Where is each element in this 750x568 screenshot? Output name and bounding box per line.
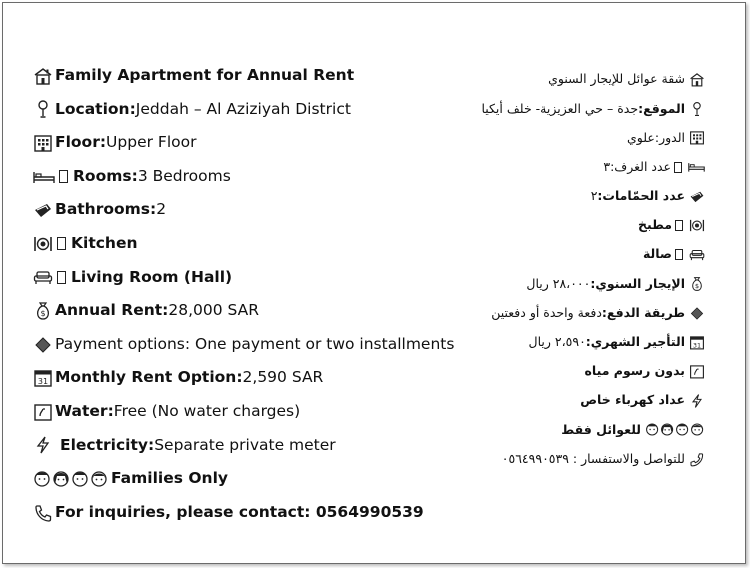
ar-bathrooms-value: ٢	[590, 188, 598, 204]
en-title: Family Apartment for Annual Rent	[55, 66, 355, 85]
ar-bathrooms-row	[385, 182, 705, 211]
ar-rooms-row	[385, 153, 705, 182]
en-families-only: Families Only	[111, 469, 228, 488]
family-faces-icon	[33, 470, 109, 488]
en-annual-rent-label: Annual Rent:	[55, 301, 169, 320]
placeholder-glyph	[57, 271, 66, 284]
en-electricity-label: Electricity:	[60, 435, 155, 454]
placeholder-glyph	[675, 249, 683, 260]
placeholder-glyph	[59, 170, 68, 183]
ar-monthly-rent-value: ٢،٥٩٠ ريال	[528, 334, 586, 350]
ar-kitchen-row	[385, 211, 705, 240]
ar-electricity-row	[385, 386, 705, 415]
building-icon	[689, 130, 705, 145]
en-kitchen: Kitchen	[71, 234, 138, 253]
ar-floor-label: الدور:	[654, 129, 685, 145]
ar-water-row	[385, 357, 705, 386]
ar-living-room: صالة	[642, 246, 672, 262]
calendar-icon	[33, 369, 53, 387]
en-rooms-value: 3 Bedrooms	[137, 166, 231, 185]
couch-icon	[689, 248, 705, 261]
house-icon	[33, 67, 53, 85]
ar-location-value: جدة – حي العزيزية- خلف أيكيا	[481, 100, 639, 116]
en-water-label: Water:	[55, 401, 114, 420]
listing-card	[2, 2, 746, 564]
ar-electricity: عداد كهرباء خاص	[580, 392, 685, 408]
en-bathrooms-label: Bathrooms:	[55, 200, 157, 219]
en-monthly-rent-value: 2,590 SAR	[242, 368, 324, 387]
phone-icon	[689, 452, 705, 467]
placeholder-glyph	[675, 220, 683, 231]
ar-families-row	[385, 415, 705, 444]
ar-monthly-rent-row	[385, 328, 705, 357]
en-bathrooms-value: 2	[156, 200, 167, 219]
placeholder-glyph	[674, 162, 682, 173]
en-living-room: Living Room (Hall)	[71, 267, 233, 286]
svg-text:$: $	[694, 281, 700, 290]
bed-icon	[33, 170, 55, 184]
phone-icon	[33, 504, 53, 522]
bathtub-icon	[33, 201, 53, 219]
ar-families-only: للعوائل فقط	[561, 421, 641, 437]
ar-floor-row	[385, 123, 705, 152]
ar-annual-rent-label: الإيجار السنوي:	[590, 275, 685, 291]
ar-monthly-rent-label: التأجير الشهري:	[585, 334, 685, 350]
building-icon	[33, 134, 53, 152]
ar-location-label: الموقع:	[638, 100, 685, 116]
plate-cutlery-icon	[33, 235, 53, 253]
ar-location-row	[385, 94, 705, 123]
family-faces-icon	[645, 422, 705, 437]
arabic-column	[385, 65, 705, 474]
ar-bathrooms-label: عدد الحمّامات:	[597, 188, 685, 204]
en-contact-row	[33, 496, 473, 530]
ar-annual-rent-value: ٢٨،٠٠٠ ريال	[526, 275, 591, 291]
ar-kitchen: مطبخ	[637, 217, 672, 233]
money-bag-icon	[689, 276, 705, 292]
ar-floor-value: علوي	[627, 129, 655, 145]
bathtub-icon	[689, 189, 705, 204]
ar-payment-label: طريقة الدفع:	[601, 304, 685, 320]
en-location-label: Location:	[55, 99, 136, 118]
svg-text:$: $	[40, 308, 46, 318]
water-box-icon	[33, 403, 53, 421]
ar-annual-rent-row	[385, 269, 705, 298]
placeholder-glyph	[57, 237, 66, 250]
en-electricity-value: Separate private meter	[154, 435, 336, 454]
house-icon	[689, 72, 705, 87]
bed-icon	[688, 161, 705, 173]
ar-contact: للتواصل والاستفسار : ٠٥٦٤٩٩٠٥٣٩	[501, 450, 685, 466]
ar-rooms-value: ٣	[603, 158, 611, 174]
en-contact: For inquiries, please contact: 0564990539	[55, 502, 424, 521]
en-annual-rent-value: 28,000 SAR	[168, 301, 260, 320]
en-payment-options: Payment options: One payment or two installments	[55, 334, 455, 353]
water-box-icon	[689, 364, 705, 379]
en-floor-label: Floor:	[55, 133, 107, 152]
location-pin-icon	[689, 101, 705, 117]
money-bag-icon	[33, 301, 53, 321]
en-water-value: Free (No water charges)	[113, 401, 301, 420]
svg-text:31: 31	[692, 341, 702, 350]
en-location-value: Jeddah – Al Aziziyah District	[135, 99, 351, 118]
svg-text:31: 31	[37, 377, 49, 387]
en-monthly-rent-label: Monthly Rent Option:	[55, 368, 243, 387]
ar-payment-value: دفعة واحدة أو دفعتين	[491, 304, 602, 320]
ar-payment-row	[385, 299, 705, 328]
plate-cutlery-icon	[689, 218, 705, 233]
lightning-icon	[33, 435, 53, 455]
location-pin-icon	[33, 99, 53, 119]
ar-title: شقة عوائل للإيجار السنوي	[548, 71, 685, 87]
diamond-icon	[689, 307, 705, 320]
ar-living-room-row	[385, 240, 705, 269]
lightning-icon	[689, 393, 705, 409]
diamond-icon	[33, 337, 53, 353]
en-rooms-label: Rooms:	[73, 166, 138, 185]
en-floor-value: Upper Floor	[106, 133, 197, 152]
calendar-icon	[689, 335, 705, 350]
couch-icon	[33, 269, 53, 285]
ar-title-row	[385, 65, 705, 94]
ar-rooms-label: عدد الغرف:	[610, 158, 671, 174]
ar-contact-row	[385, 444, 705, 473]
ar-water: بدون رسوم مياه	[584, 363, 685, 379]
